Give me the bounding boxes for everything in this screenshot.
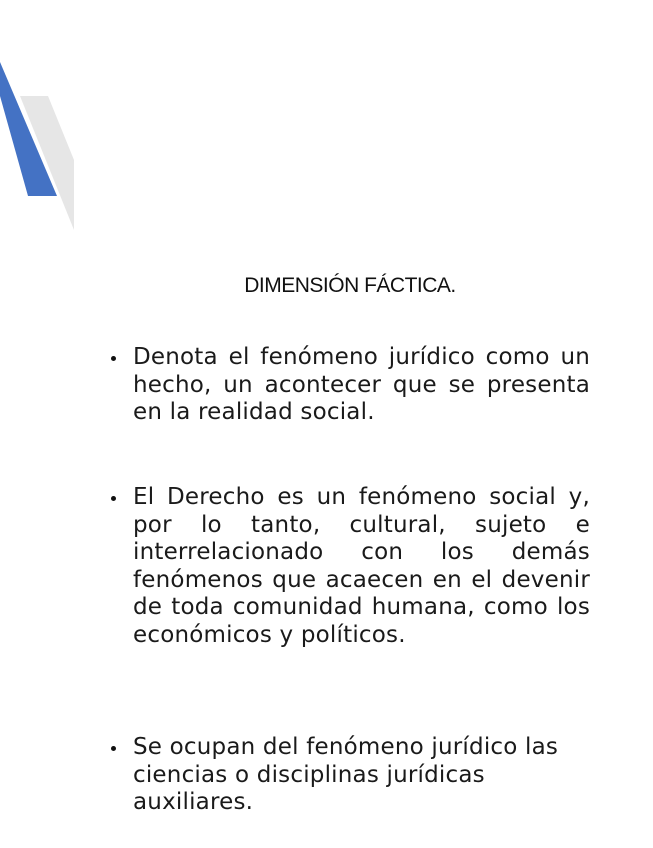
bullet-list (108, 344, 590, 817)
bullet-dot (111, 356, 116, 361)
bullet-dot (111, 746, 116, 751)
slide-title: DIMENSIÓN FÁCTICA. (244, 274, 456, 297)
bullet-text: El Derecho es un fenómeno social y, por lo tanto, cultural, sujeto e interrelacionado con los demás fenómenos que acaecen en el devenir de toda comunidad humana, como los económicos y políticos. (133, 484, 590, 648)
bullet-text: Se ocupan del fenómeno jurídico las ciencias o disciplinas jurídicas auxiliares. (133, 734, 559, 815)
bullet-text: Denota el fenómeno jurídico como un hecho, un acontecer que se presenta en la realidad social. (133, 344, 590, 425)
corner-decoration (0, 0, 80, 240)
bullet-item (108, 734, 590, 817)
bullet-dot (111, 496, 116, 501)
bullet-item (108, 344, 590, 484)
bullet-item (108, 484, 590, 734)
